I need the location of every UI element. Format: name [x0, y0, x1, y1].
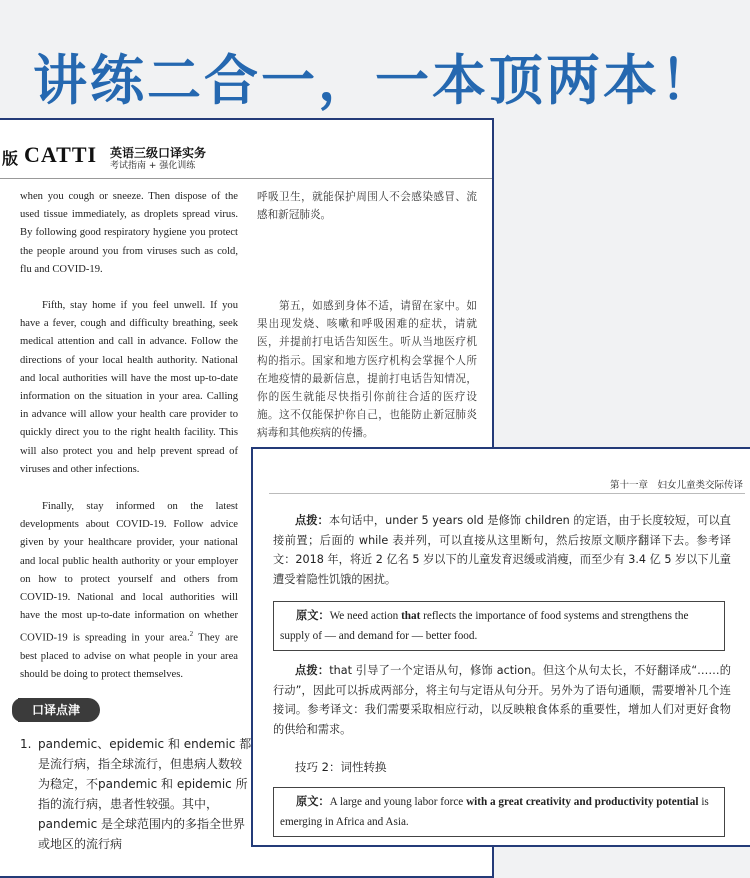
english-text-2: [20, 297, 238, 479]
english-paragraph: [20, 498, 238, 685]
explanation-2: [273, 661, 731, 739]
edition-char: 版: [2, 149, 19, 168]
book-page-right: [251, 447, 750, 847]
english-paragraph: when you cough or sneeze. Then dispose of the used tissue immediately, as droplets spread virus. By following good respiratory hygiene you protect the people around you from viruses such as cold, flu and COVID-19.: [20, 191, 238, 275]
source-text: We need action: [329, 610, 402, 622]
hint-label: 点拨：: [295, 664, 330, 677]
source-label: 原文：: [296, 795, 330, 808]
header-divider: [269, 493, 745, 494]
book-subtitle: 考试指南 + 强化训练: [110, 161, 196, 171]
source-label: 原文：: [296, 609, 330, 622]
source-text: reflects the importance of food systems and strengthens the supply of — and demand for — better food.: [280, 610, 689, 642]
technique-heading: 技巧 2：词性转换: [295, 760, 387, 774]
english-sentence: They are best placed to advise on what people in your area should be doing to protect themselves.: [20, 632, 238, 681]
source-highlight: that: [401, 610, 421, 622]
source-text: A large and young labor force: [329, 796, 467, 808]
book-title: 英语三级口译实务: [110, 146, 207, 160]
english-sentence: Finally, stay informed on the latest developments about COVID-19. Follow advice given by your healthcare provider, your national and local public health authority or your employer on how to protect yourself and others from COVID-19. National and local authorities will have the most up-to-date information on whether COVID-19 is spreading in your area.: [20, 501, 238, 644]
chapter-title: 第十一章 妇女儿童类交际传译: [609, 480, 743, 491]
catti-logo: CATTI: [24, 142, 98, 167]
hint-label: 点拨：: [295, 514, 329, 527]
chinese-text-1: [257, 188, 477, 224]
header-divider: [0, 178, 492, 179]
chinese-text-2: [257, 297, 477, 443]
hint-text: 本句话中，under 5 years old 是修饰 children 的定语，由于长度较短，可以直接前置；后面的 while 表并列，可以直接从这里断句，然后按原文顺序翻译下去。参考译文：2018 年，将近 2 亿名 5 岁以下的儿童发育迟缓或消瘦，而至少有 3.4 亿 5 岁以下儿童遭受着隐性饥饿的困扰。: [273, 514, 731, 586]
english-text-1: [20, 188, 238, 279]
source-text-box-2: [273, 787, 725, 837]
footnote-marker: 2: [189, 630, 194, 639]
source-text: is emerging in Africa and Asia.: [280, 796, 709, 828]
english-text-3: [20, 498, 238, 685]
chinese-paragraph: 呼吸卫生，就能保护周围人不会感染感冒、流感和新冠肺炎。: [257, 191, 477, 222]
note-number: 1.: [20, 737, 32, 751]
interpretation-note: [20, 734, 252, 854]
source-text-box-1: [273, 601, 725, 651]
headline: 讲练二合一，一本顶两本！: [33, 49, 717, 112]
hint-text: that 引导了一个定语从句，修饰 action。但这个从句太长，不好翻译成“……的行动”，因此可以拆成两部分，将主句与定语从句分开。另外为了语句通顺，需要增补几个连接词。参考译文：我们需要采取相应行动，以反映粮食体系的重要性，增加人们对更好食物的供给和需求。: [273, 664, 731, 736]
section-label: 口译点津: [18, 698, 100, 722]
chinese-paragraph: 第五，如感到身体不适，请留在家中。如果出现发烧、咳嗽和呼吸困难的症状，请就医，并提前打电话告知医生。听从当地医疗机构的指示。国家和地方医疗机构会掌握个人所在地疫情的最新信息，提前打电话告知情况，你的医生就能尽快指引你前往合适的医疗设施。这不仅能保护你自己，也能防止新冠肺炎病毒和其他疾病的传播。: [257, 300, 477, 440]
source-highlight: with a great creativity and productivity potential: [466, 796, 699, 808]
note-text: pandemic、epidemic 和 endemic 都是流行病，指全球流行，但患病人数较为稳定，不pandemic 和 epidemic 所指的流行病，患者性较强。其中，pandemic 是全球范围内的多指全世界或地区的流行病: [38, 737, 252, 851]
explanation-1: [273, 511, 731, 589]
english-paragraph: Fifth, stay home if you feel unwell. If you have a fever, cough and difficulty breathing, seek medical attention and call in advance. Follow the directions of your local health authority. National and local authorities will have the most up-to-date information on the situation in your area. Calling in advance will allow your health care provider to quickly direct you to the right health facility. This will also protect you and help prevent spread of viruses and other infections.: [20, 300, 238, 475]
page-header: [0, 142, 492, 172]
